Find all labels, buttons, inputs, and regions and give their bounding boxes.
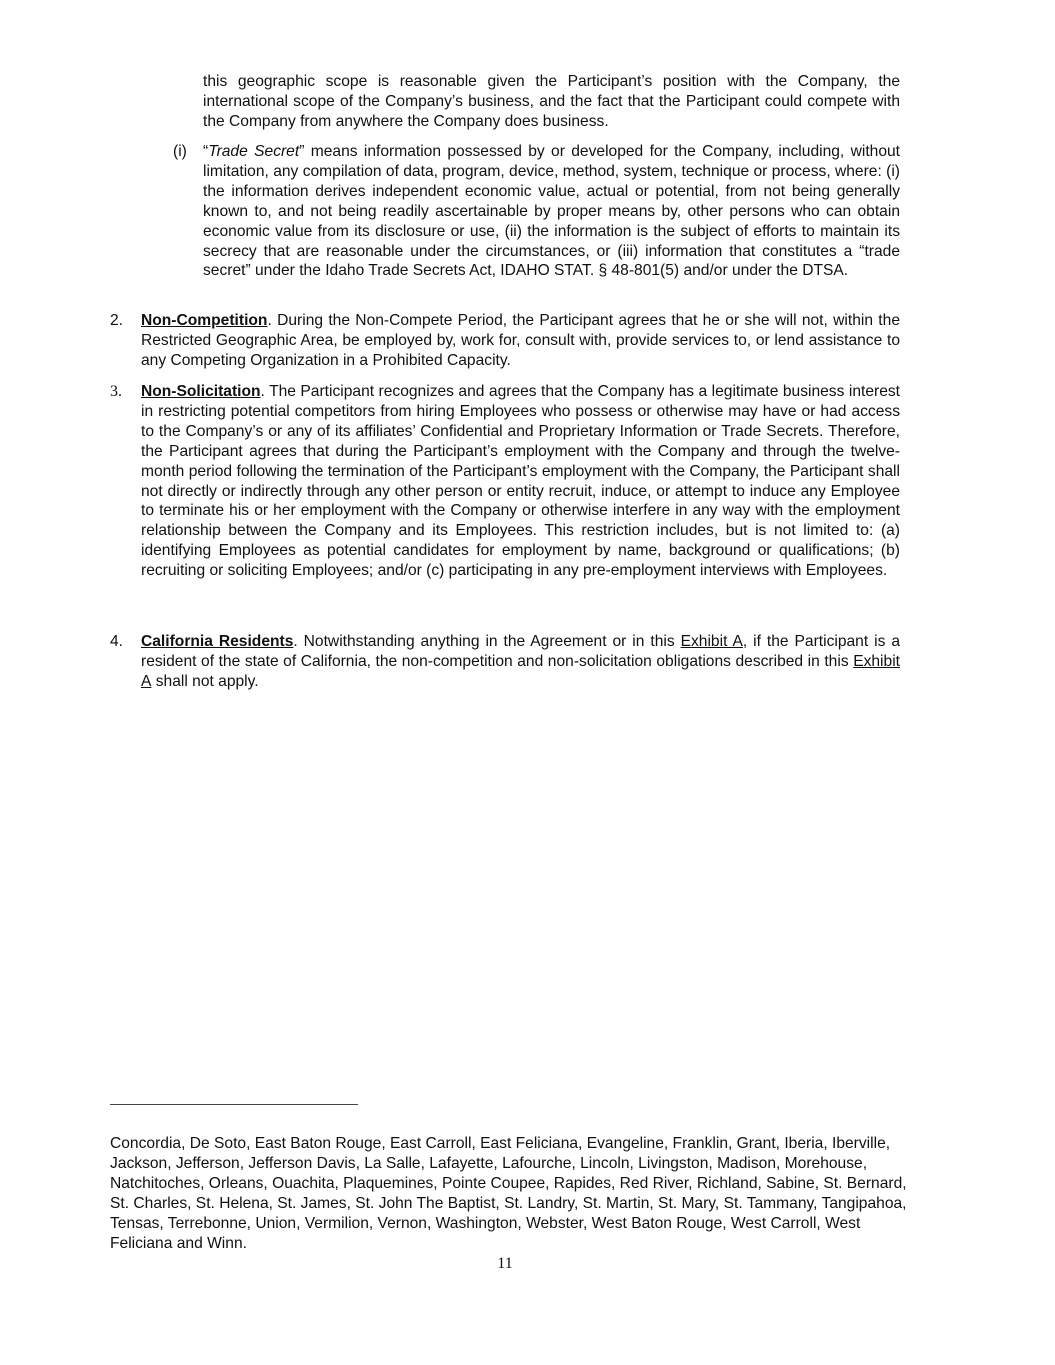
- section-number: 4.: [110, 633, 124, 650]
- page-number: 11: [497, 1255, 513, 1272]
- trade-secret-definition: [203, 142, 900, 281]
- footnote-separator: [110, 1104, 358, 1105]
- section-non-solicitation: [141, 382, 900, 581]
- section-text: . Notwithstanding anything in the Agreement or in this: [293, 633, 681, 650]
- exhibit-a-reference: Exhibit A: [141, 652, 900, 690]
- trade-secret-term: Trade Secret: [208, 143, 300, 160]
- continuation-paragraph: this geographic scope is reasonable given the Participant’s position with the Company, the international scope of the Company’s business, and the fact that the Participant could compete with the Company from anywhere the Company does business.: [203, 73, 900, 130]
- open-quote: “: [203, 143, 209, 160]
- definition-label: (i): [173, 143, 187, 160]
- section-number: 3.: [110, 383, 122, 400]
- section-heading: Non-Solicitation: [141, 383, 261, 400]
- section-non-competition: [141, 311, 900, 371]
- section-number: 2.: [110, 312, 124, 329]
- section-california-residents: [141, 632, 900, 692]
- trade-secret-text: ” means information possessed by or developed for the Company, including, without limitation, any compilation of data, program, device, method, system, technique or process, where: (i) the information derives independent economic value, actual or potential, from not being generally known to, and not being readily ascertainable by proper means by, other persons who can obtain economic value from its disclosure or use, (ii) the information is the subject of efforts to maintain its secrecy that are reasonable under the circumstances, or (iii) information that constitutes a “trade secret” under the Idaho Trade Secrets Act, IDAHO STAT. § 48-801(5) and/or under the DTSA.: [203, 143, 901, 280]
- footnote-text: Concordia, De Soto, East Baton Rouge, East Carroll, East Feliciana, Evangeline, Franklin, Grant, Iberia, Iberville, Jackson, Jefferson, Jefferson Davis, La Salle, Lafayette, Lafourche, Lincoln, Livingston, Madison, Morehouse, Natchitoches, Orleans, Ouachita, Plaquemines, Pointe Coupee, Rapides, Red River, Richland, Sabine, St. Bernard, St. Charles, St. Helena, St. James, St. John The Baptist, St. Landry, St. Martin, St. Mary, St. Tammany, Tangipahoa, Tensas, Terrebonne, Union, Vermilion, Vernon, Washington, Webster, West Baton Rouge, West Carroll, West Feliciana and Winn.: [110, 1135, 907, 1252]
- section-heading: California Residents: [141, 633, 294, 650]
- section-text: . During the Non-Compete Period, the Participant agrees that he or she will not, within the Restricted Geographic Area, be employed by, work for, consult with, provide services to, or lend assistance to any Competing Organization in a Prohibited Capacity.: [141, 312, 900, 369]
- section-text: , if the Participant is a resident of the state of California, the non-competition and non-solicitation obligations described in this: [141, 633, 901, 670]
- exhibit-a-reference: Exhibit A: [680, 633, 743, 650]
- section-text: shall not apply.: [151, 672, 259, 690]
- section-heading: Non-Competition: [141, 312, 268, 329]
- section-text: . The Participant recognizes and agrees that the Company has a legitimate business interest in restricting potential competitors from hiring Employees who possess or otherwise may have or had access to the Company’s or any of its affiliates’ Confidential and Proprietary Information or Trade Secrets. Therefore, the Participant agrees that during the Participant’s employment with the Company and through the twelve-month period following the termination of the Participant’s employment with the Company, the Participant shall not directly or indirectly through any other person or entity recruit, induce, or attempt to induce any Employee to terminate his or her employment with the Company or otherwise interfere in any way with the employment relationship between the Company and its Employees. This restriction includes, but is not limited to: (a) identifying Employees as potential candidates for employment by name, background or qualifications; (b) recruiting or soliciting Employees; and/or (c) participating in any pre-employment interviews with Employees.: [141, 383, 900, 580]
